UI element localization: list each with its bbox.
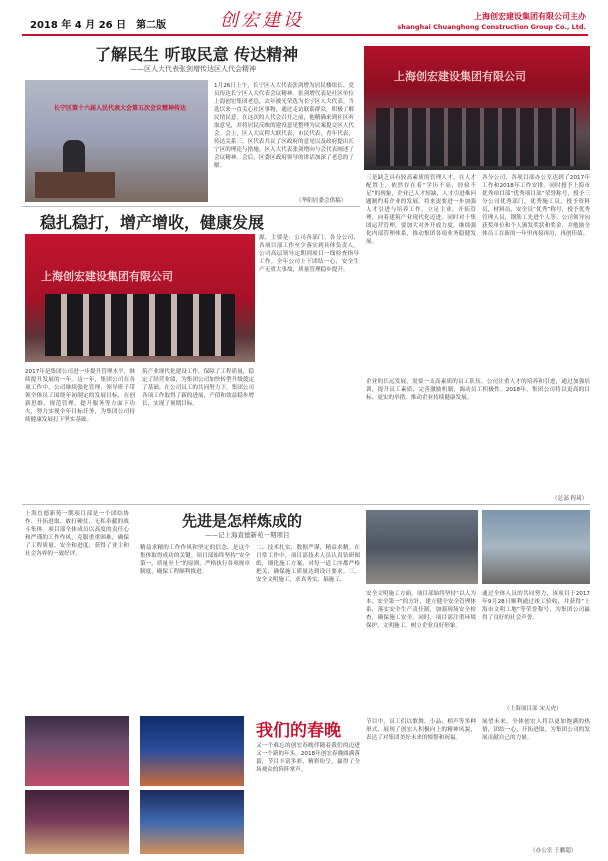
article3-subtitle: ——记上海直德新苑一期项目 [205, 531, 290, 539]
article2-col4: 企业的长远发展，需要一支高素质的员工队伍。公司注重人才的培养和引进，通过加强培训，提升员工素质，完善激励机制，调动员工积极性。2018年，集团公司将以更高的目标、更实的举措，推动企业持续健康发展。 [366, 379, 590, 401]
article2-col1: 2017年是集团公司进一步提升管理水平，继续提升发展的一年。这一年，集团公司在各项工作中，公司继续强化管理，领导班子带领全体员工围绕年初制定的发展目标，在创新思维、规范管理、提升服务等方面下功夫，努力实现全年目标任务，为集团公司持续健康发展打下坚实基础。 [25, 369, 135, 423]
issue-date: 2018 年 4 月 26 日 第二版 [30, 20, 167, 31]
article4-title: 我们的春晚 [256, 721, 341, 741]
publisher-en: shanghai Chuanghong Construction Group Co., Ltd. [397, 23, 586, 31]
article1-subtitle: ——区人大代表张剑增传达区人代会精神 [130, 65, 256, 73]
article4-col1: 又一个难忘的创宏春晚伴随着我们的迈进又一个新的年头。2018年创宏春晚圆满落幕，节目丰富多彩，精彩纷呈，赢得了全场观众的阵阵掌声。 [256, 743, 360, 773]
article2-photo-caption: 上海创宏建设集团有限公司 [41, 270, 173, 283]
right-top-col1: 三是缺乏具有较高素质的管理人才。在人才配置上，依然存在着“学历不高，经验不足”的现象，企业已人才短缺，人才引进难问题制约着企业的发展。将来更要进一步加强人才引进与培养工作。立足主业，开拓管理，向着建筑产业现代化迈进。同时对于集团运营管理，要加大对外开放力度，继续强化内部管理体系，推动集团各项业务稳健发展。 [366, 175, 476, 245]
article3-photo-right [482, 510, 590, 584]
divider-2 [22, 504, 590, 505]
article1-body: 1月26日上午，长宁区人大代表张剑增为居民楼组长、党员传达长宁区人大代表会议精神。张剑增代表是社区单位上海创宏集团老总，去年被光荣选为长宁区人大代表。当选以来一直关心社区事物，通过走访联系群众，积极了解民情民意。在这次的人代会召开之前，他精确来到社区听取意见，并将居民反映的建设意见整理为议案提交区人代会。会上，区人大议程大联代表，市民代表，青年代表，传达关系三，区代表共议了区政府的意见以及政府提出长宁区的理论与措施。区人大代表张剑增向与会代表阐述了会议精神。会后，区委区政府领导的讲话加深了老总的了解。 [214, 83, 354, 169]
publisher-block [397, 12, 586, 32]
right-top-photo-caption: 上海创宏建设集团有限公司 [394, 70, 526, 83]
article4-col3: 展望未来，全体创宏人将以更加饱满的热情，团结一心，开拓进取，为集团公司的发展贡献自己的力量。 [482, 719, 590, 741]
article1-signature: （华阳居委会供稿） [296, 198, 347, 204]
article4-photo-4 [140, 790, 244, 854]
article3-title: 先进是怎样炼成的 [182, 512, 303, 530]
divider-1 [22, 206, 360, 207]
article1-photo [25, 80, 208, 202]
article4-photo-3 [25, 790, 129, 854]
article3-col2: 精益求精的工作作风和坚定的信念，是这个集体取得成功的关键。项目部始终坚持“安全第一、质量至上”的原则，严格执行各项规章制度，确保工程顺利推进。 [140, 545, 250, 575]
article4-col2: 节目中，员工们以歌舞、小品、相声等多种形式，展现了创宏人积极向上的精神风貌，表达了对集团美好未来的憧憬和祝福。 [366, 719, 476, 741]
newspaper-brand: 创宏建设 [220, 10, 304, 31]
right-top-photo [364, 46, 590, 170]
speaker-figure [63, 140, 85, 174]
article2-col2: 筑产业现代化建设工作，保障了工程质量，稳定了经营业绩，为集团公司加快转型升级奠定了基础。在公司员工的共同努力下，集团公司各项工作取得了新的进展，产值和效益稳步增长，实现了预期目标。 [142, 369, 254, 407]
right-top-signature: （总部 程琦） [552, 496, 588, 502]
header-rule [22, 34, 588, 36]
article2-title: 稳扎稳打，增产增收，健康发展 [40, 213, 265, 232]
article3-col5: 通过全体人员的共同努力，该项目于2017年9月28日顺利通过竣工验收，并获得“上海市文明工地”等荣誉称号，为集团公司赢得了良好的社会声誉。 [482, 591, 590, 621]
group-figures [376, 108, 576, 166]
award-figures [45, 294, 235, 356]
article1-title: 了解民生 听取民意 传达精神 [95, 45, 299, 64]
article3-photo-left [366, 510, 478, 584]
article3-col4: 安全文明施工方面，项目部始终坚持“以人为本、安全第一”的方针，建立健全安全管理体系，落实安全生产责任制，加强现场安全检查，确保施工安全。同时，项目部注重环境保护，文明施工，树立企业良好形象。 [366, 591, 476, 629]
article2-col3: 源，主要是：公司各部门、各分公司、各项目部工作至少落实到具体负责人。公司高层领导定期到项目一线检查指导工作。全年公司上下团结一心，安全生产无重大事故，质量管理稳步提升。 [259, 235, 359, 273]
article4-photo-2 [140, 716, 244, 786]
article4-signature: （办公室 王鹏超） [530, 848, 577, 854]
article4-photo-1 [25, 716, 129, 786]
article2-photo [25, 234, 255, 362]
desk [35, 172, 115, 198]
article1-photo-caption: 长宁区第十六届人民代表大会第五次会议精神传达 [53, 105, 186, 112]
article3-col1: 上海直德新苑一期项目部是一个团结协作、开拓进取、敢打硬仗、无私奉献的战斗集体。项目部全体成员以高度的责任心和严谨的工作作风，克服重重困难，确保了工程质量、安全和进度，获得了业主和社会各界的一致好评。 [25, 511, 129, 557]
publisher-cn: 上海创宏建设集团有限公司主办 [474, 12, 586, 21]
article3-signature: （上海项目部 宋天虎） [504, 706, 562, 712]
right-top-col2: 各分公司、各项目部办公室达到了2017年工作和2018年工作安排。同时授予上海市优秀项目部“优秀项目部”荣誉称号，授予三分公司优秀部门，优秀施工员，授予资料员，材料员，安全员“优秀”称号，授予优秀管理人员，钢筋工先进个人等。公司领导向获奖单位和个人颁发奖状和奖金，并勉励全体员工在新的一年里再接再厉，再创佳绩。 [482, 175, 590, 237]
article3-col3: 二、技术扎实，数据严谨，精益求精。在日常工作中，项目部技术人员认真钻研图纸，细化施工方案，对每一道工序都严格把关，确保施工质量达到设计要求。三、安全文明施工，求真务实，搞施工。 [256, 545, 360, 583]
